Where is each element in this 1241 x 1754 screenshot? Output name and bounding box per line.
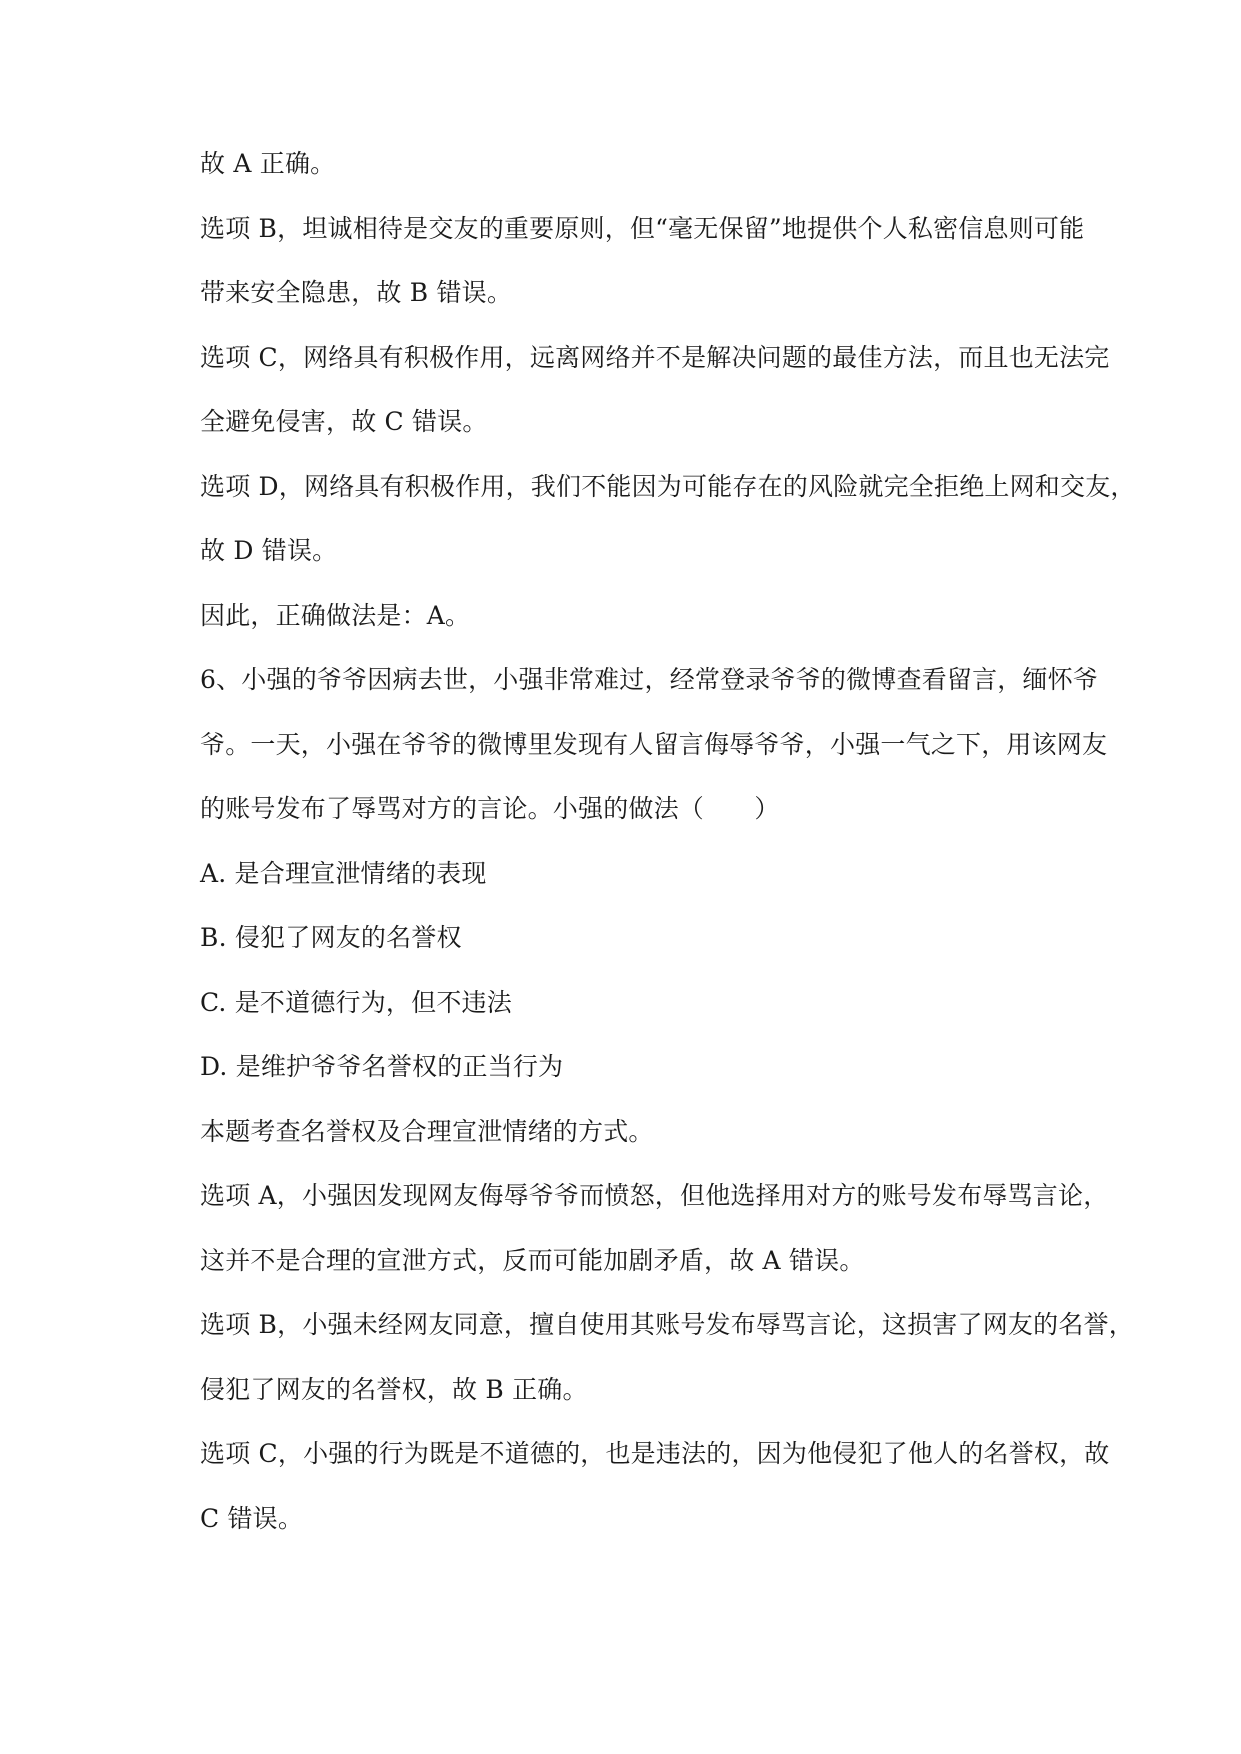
analysis-line: 侵犯了网友的名誉权，故 B 正确。 xyxy=(200,1374,588,1404)
option-c: C. 是不道德行为，但不违法 xyxy=(200,987,512,1017)
analysis-line: 选项 B，小强未经网友同意，擅自使用其账号发布辱骂言论，这损害了网友的名誉， xyxy=(200,1310,1134,1339)
analysis-line: 选项 A，小强因发现网友侮辱爷爷而愤怒，但他选择用对方的账号发布辱骂言论， xyxy=(200,1181,1109,1210)
option-d: D. 是维护爷爷名誉权的正当行为 xyxy=(200,1052,564,1081)
text-line: 选项 D，网络具有积极作用，我们不能因为可能存在的风险就完全拒绝上网和交友， xyxy=(200,471,1136,501)
analysis-line: 这并不是合理的宣泄方式，反而可能加剧矛盾，故 A 错误。 xyxy=(200,1245,865,1275)
question-line: 6、小强的爷爷因病去世，小强非常难过，经常登录爷爷的微博查看留言，缅怀爷 xyxy=(200,665,1099,694)
document-body xyxy=(200,146,1136,1565)
analysis-line: 本题考查名誉权及合理宣泄情绪的方式。 xyxy=(200,1116,654,1146)
analysis-line: 选项 C，小强的行为既是不道德的，也是违法的，因为他侵犯了他人的名誉权，故 xyxy=(200,1439,1110,1468)
text-line: 故 D 错误。 xyxy=(200,536,338,565)
text-line: 带来安全隐患，故 B 错误。 xyxy=(200,278,513,307)
analysis-line: C 错误。 xyxy=(200,1503,304,1533)
text-line: 故 A 正确。 xyxy=(200,149,336,178)
text-line: 选项 C，网络具有积极作用，远离网络并不是解决问题的最佳方法，而且也无法完 xyxy=(200,342,1110,372)
conclusion-line: 因此，正确做法是：A。 xyxy=(200,600,471,630)
option-b: B. 侵犯了网友的名誉权 xyxy=(200,923,462,952)
question-line: 的账号发布了辱骂对方的言论。小强的做法（ ） xyxy=(200,794,780,823)
text-line: 选项 B，坦诚相待是交友的重要原则，但“毫无保留”地提供个人私密信息则可能 xyxy=(200,213,1085,243)
text-line: 全避免侵害，故 C 错误。 xyxy=(200,407,488,436)
question-line: 爷。一天，小强在爷爷的微博里发现有人留言侮辱爷爷，小强一气之下，用该网友 xyxy=(200,729,1108,759)
option-a: A. 是合理宣泄情绪的表现 xyxy=(200,858,487,888)
